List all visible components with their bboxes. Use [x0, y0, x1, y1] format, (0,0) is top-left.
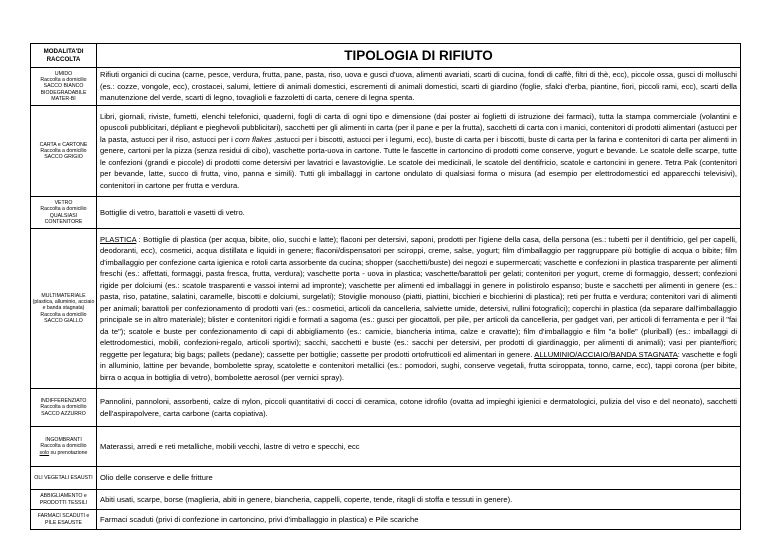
collection-cell-carta — [31, 106, 97, 197]
table-row-farmaci — [31, 510, 741, 530]
material-text: (plastica, alluminio, acciaio e banda stagnata) — [32, 299, 95, 312]
collection-cell-umido — [31, 68, 97, 106]
booking-suffix: su prenotazione — [49, 449, 88, 456]
description-vetro: Bottiglie di vetro, barattoli e vasetti di vetro. — [97, 197, 741, 229]
collection-text: Raccolta a domicilio — [40, 77, 87, 84]
waste-name: ABBIGLIAMENTO e PRODOTTI TESSILI — [39, 493, 88, 506]
waste-table-sheet — [30, 43, 740, 530]
container-text: SACCO GIALLO — [44, 317, 83, 324]
container-text: SACCO BIANCO BIODEGRADABILE MATER-BI — [40, 83, 87, 102]
table-row-umido — [31, 68, 741, 106]
description-umido: Rifiuti organici di cucina (carne, pesce, verdura, frutta, pane, pasta, riso, uova e gusci d'uova, alimenti avariati, scarti di cucina, fondi di caffè, filtri di thè, ecc), piccole ossa, gusci di molluschi (es.: cozze, vongole, ecc), crostacei, salumi, lettiere di animali domestici, escrementi di animali domestici, scarti di giardino (foglie, sfalci d'erba, piantine, fiori, piccoli rami, ecc), scarti della manutenzione del verde, scarti di legno, tovaglioli e fazzoletti di carta, cenere di legna spenta. — [97, 68, 741, 106]
collection-cell-ingombranti — [31, 427, 97, 467]
description-part: : vaschette e fogli in alluminio, lattine per bevande, bombolette spray, scatolette e contenitori metallici (es.: pomodori, sughi, conserve vegetali, frutta sciroppata, tonno, carne, ecc), tappi corona (per bibite, birra o acqua in bottiglia di vetro), bombolette aerosol (per vernici spray). — [100, 349, 737, 382]
table-row-vetro — [31, 197, 741, 229]
waste-name: OLI VEGETALI ESAUSTI — [34, 474, 93, 481]
collection-cell-oli — [31, 467, 97, 490]
collection-cell-indifferenziato — [31, 389, 97, 427]
collection-cell-multimateriale — [31, 229, 97, 389]
table-row-indifferenziato — [31, 389, 741, 427]
plastica-label: PLASTICA — [100, 234, 137, 244]
description-ingombranti: Materassi, arredi e reti metalliche, mobili vecchi, lastre di vetro e specchi, ecc — [97, 427, 741, 467]
collection-text: Raccolta a domicilio — [40, 206, 87, 213]
collection-text: Raccolta a domicilio — [40, 404, 87, 411]
description-italic-term: corn flakes — [235, 134, 272, 144]
description-oli: Olio delle conserve e delle fritture — [97, 467, 741, 490]
collection-cell-farmaci — [31, 510, 97, 530]
collection-cell-abbigliamento — [31, 490, 97, 510]
table-row-oli — [31, 467, 741, 490]
description-indifferenziato: Pannolini, pannoloni, assorbenti, calze di nylon, piccoli quantitativi di cocci di ceramica, cotone idrofilo (ovatta ad impieghi igienici e dermatologici, pulizia del viso e del neonato), sacchetti dell'aspirapolvere, carta carbone (carta copiativa). — [97, 389, 741, 427]
waste-types-table — [30, 43, 741, 530]
table-row-ingombranti — [31, 427, 741, 467]
collection-text: Raccolta a domicilio — [40, 443, 87, 450]
container-text: QUALSIASI CONTENITORE — [44, 212, 83, 225]
waste-name: UMIDO — [54, 71, 73, 78]
container-text: SACCO GRIGIO — [44, 154, 83, 161]
only-text: solo — [39, 449, 50, 456]
collection-cell-vetro — [31, 197, 97, 229]
table-header-row — [31, 44, 741, 68]
waste-name: MULTIMATERIALE — [41, 293, 86, 300]
table-row-multimateriale — [31, 229, 741, 389]
container-text: SACCO AZZURRO — [41, 410, 86, 417]
description-multimateriale — [97, 229, 741, 389]
table-row-abbigliamento — [31, 490, 741, 510]
waste-type-title: TIPOLOGIA DI RIFIUTO — [97, 44, 741, 68]
waste-name: FARMACI SCADUTI e PILE ESAUSTE — [37, 513, 90, 526]
collection-mode-header: MODALITA'DI RACCOLTA — [31, 44, 97, 68]
waste-name: VETRO — [54, 200, 73, 207]
description-farmaci: Farmaci scaduti (privi di confezione in cartoncino, privi d'imballaggio in plastica) e Pile scariche — [97, 510, 741, 530]
description-abbigliamento: Abiti usati, scarpe, borse (maglieria, abiti in genere, biancheria, cappelli, coperte, tende, ritagli di stoffa e tessuti in genere). — [97, 490, 741, 510]
collection-text: Raccolta a domicilio — [40, 311, 87, 318]
waste-name: INDIFFERENZIATO — [40, 398, 87, 405]
waste-name: INGOMBRANTI — [45, 437, 82, 444]
description-part: ,astucci per i biscotti, astucci per i legumi, ecc), buste di carta per i biscotti, buste di carta per la farina e contenitori di carta per alimenti in genere, cartoni per la pizza (senza residui di cibo), vaschette porta-uova in cartone. Tutte le fascette in cartoncino di prodotti come conserve, yogurt e bevande. Le scatole delle scarpe, tutte le confezioni (grandi e piccole) di prodotti come detersivi per lavatrici e lavastoviglie. Le scatole dei medicinali, le scatole del dentifricio, scatole e cartoncini in genere. Tetra Pak (contenitori per bevande, latte, succo di frutta, vino, panna e simili). Tutti gli imballaggi in cartone ondulato di qualsiasi forma o misura (ad esempio per elettrodomestici ed apparecchi televisivi), contenitori in cartone per frutta e verdura. — [100, 134, 737, 190]
description-part: : Bottiglie di plastica (per acqua, bibite, olio, succhi e latte); flaconi per detersivi, saponi, prodotti per l'igiene della casa, della persona (es.: tubetti per il dentifricio, gel per capelli, deodoranti, ecc), cosmetici, acqua distillata e liquidi in genere; flaconi/dispensatori per sciroppi, creme, salse, yogurt; film d'imballaggio per raggruppare più bottiglie di acqua o bibite; film d'imballaggio per confezione carta igienica e rotoli carta assorbente da cucina; shopper (sacchetti/buste) dei negozi e supermercati; vaschette e confezioni in plastica trasparente per alimenti freschi (es.: affettati, formaggi, pasta fresca, frutta, verdura); vaschette porta - uova in plastica; vaschette/barattoli per gelati; contenitori per yogurt, creme di formaggio, dessert; confezioni rigide per dolciumi (es.: scatole trasparenti e vassoi interni ad impronte); vaschette per alimenti ed imballaggi in genere in polistirolo espanso; buste e sacchetti per alimenti in genere (es.: pasta, riso, patatine, salatini, caramelle, biscotti e dolciumi, surgelati); Stoviglie monouso (piatti, piattini, bicchieri e bicchierini di plastica); reti per frutta e verdura; contenitori vari di alimenti per animali; barattoli per confezionamento di prodotti vari (es.: cosmetici, articoli da cancelleria, salviette umide, detersivi, rullini fotografici); coperchi in plastica (da separare dall'imballaggio principale se in altro materiale); blister e contenitori rigidi e formati a sagoma (es.: gusci per giocattoli, per pile, per articoli da cancelleria, per gadget vari, per articoli di ferramenta e per il "fai da te"); scatole e buste per confezionamento di capi di abbigliamento (es.: camicie, biancheria intima, calze e cravatte); film d'imballaggio e film "a bolle" (pluriball) (es.: imballaggi di elettrodomestici, mobili, confezioni-regalo, articoli sportivi); sacchi, sacchetti e buste (es.: sacchi per detersivi, per prodotti di giardinaggio, per alimenti di animali); vasi per piante/fiori; reggette per legatura; big bags; pallets (pedane); cassette per bottiglie; cassette per prodotti ortofrutticoli ed alimentari in genere. — [100, 234, 737, 359]
waste-name: CARTA e CARTONE — [39, 141, 88, 148]
metal-label: ALLUMINIO/ACCIAIO/BANDA STAGNATA — [534, 349, 678, 359]
collection-text: Raccolta a domicilio — [40, 147, 87, 154]
table-row-carta — [31, 106, 741, 197]
description-carta — [97, 106, 741, 197]
booking-text — [32, 450, 95, 456]
description-part: Libri, giornali, riviste, fumetti, elenchi telefonici, quaderni, fogli di carta di ogni tipo e dimensione (dai poster ai foglietti di istruzione dei farmaci), tutta la stampa commerciale (volantini e opuscoli pubblicitari, dépliant e pieghevoli pubblicitari), sacchetti per gli alimenti in carta (per il pane e per la frutta), sacchetti di carta con i manici, contenitori di prodotti alimentari (astucci per la pasta, astucci per il riso, astucci per i — [100, 111, 737, 144]
